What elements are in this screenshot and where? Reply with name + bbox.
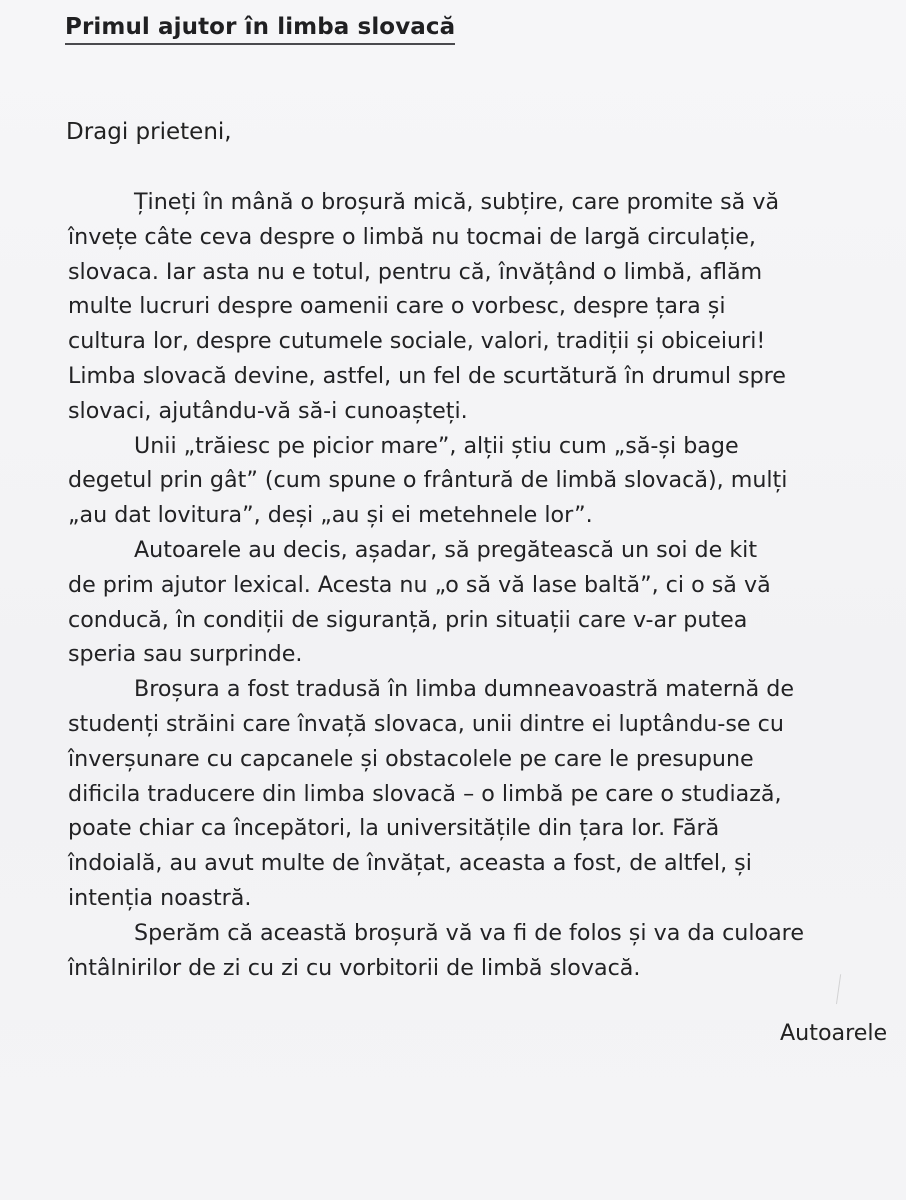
- body-line: slovaca. Iar asta nu e totul, pentru că, învățând o limbă, aflăm: [68, 258, 763, 285]
- body-line: conducă, în condiții de siguranță, prin situații care v-ar putea: [68, 606, 748, 633]
- paper-mark: [836, 974, 853, 1006]
- body-line: speria sau surprinde.: [68, 641, 303, 668]
- body-line: cultura lor, despre cutumele sociale, valori, tradiții și obiceiuri!: [68, 328, 766, 355]
- body-line: Autoarele au decis, așadar, să pregătească un soi de kit: [134, 536, 758, 563]
- body-line: Broșura a fost tradusă în limba dumneavoastră maternă de: [134, 676, 795, 703]
- body-line: studenți străini care învață slovaca, unii dintre ei luptându-se cu: [68, 710, 784, 737]
- body-line: slovaci, ajutându-vă să-i cunoașteți.: [68, 397, 468, 424]
- body-line: multe lucruri despre oamenii care o vorbesc, despre țara și: [68, 293, 726, 320]
- body-line: întâlnirilor de zi cu zi cu vorbitorii de limbă slovacă.: [68, 954, 641, 981]
- body-line: Țineți în mână o broșură mică, subțire, care promite să vă: [134, 189, 780, 215]
- body-line: Unii „trăiesc pe picior mare”, alții știu cum „să-și bage: [134, 432, 739, 459]
- body-line: dificila traducere din limba slovacă – o limbă pe care o studiază,: [68, 780, 782, 807]
- body-line: îndoială, au avut multe de învățat, aceasta a fost, de altfel, și: [68, 850, 752, 877]
- body-line: intenția noastră.: [68, 884, 252, 911]
- body-line: de prim ajutor lexical. Acesta nu „o să vă lase baltă”, ci o să vă: [68, 571, 771, 598]
- body-line: degetul prin gât” (cum spune o frântură de limbă slovacă), mulți: [68, 467, 788, 494]
- document-title: Primul ajutor în limba slovacă: [65, 14, 455, 45]
- body-line: înverșunare cu capcanele și obstacolele pe care le presupune: [68, 745, 754, 772]
- body-line: Limba slovacă devine, astfel, un fel de scurtătură în drumul spre: [68, 362, 786, 389]
- letter-body: [68, 185, 906, 985]
- greeting: Dragi prieteni,: [66, 119, 232, 145]
- body-line: „au dat lovitura”, deși „au și ei metehnele lor”.: [68, 502, 593, 529]
- body-line: Sperăm că această broșură vă va fi de folos și va da culoare: [134, 919, 804, 946]
- body-line: poate chiar ca începători, la universitățile din țara lor. Fără: [68, 815, 720, 842]
- signature: Autoarele: [780, 1020, 888, 1046]
- body-line: învețe câte ceva despre o limbă nu tocmai de largă circulație,: [68, 223, 756, 250]
